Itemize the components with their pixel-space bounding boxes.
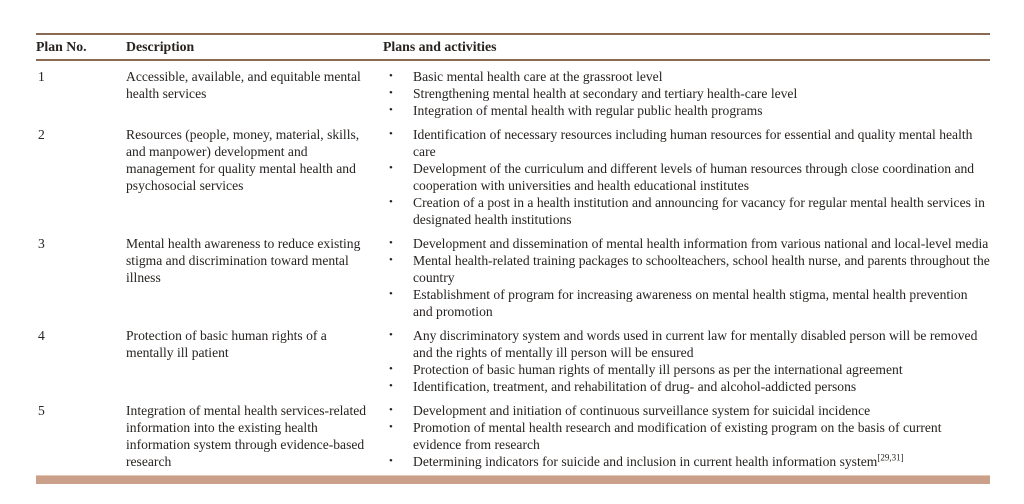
table-bottom-rule — [36, 475, 990, 484]
activity-text: Protection of basic human rights of mentally ill persons as per the international agreement — [413, 362, 903, 377]
table-row — [36, 126, 990, 228]
activity-text: Basic mental health care at the grassroot level — [413, 69, 663, 84]
plans-table — [36, 33, 990, 484]
plan-no-cell: 1 — [38, 69, 45, 84]
activity-item — [383, 361, 990, 378]
activity-text: Determining indicators for suicide and inclusion in current health information system[29,31] — [413, 452, 904, 469]
bullet-icon: • — [389, 329, 393, 341]
activity-item — [383, 68, 990, 85]
bullet-icon: • — [389, 104, 393, 116]
table-body — [36, 68, 990, 470]
plan-no-cell: 4 — [38, 328, 45, 343]
activity-text: Development and initiation of continuous surveillance system for suicidal incidence — [413, 403, 871, 418]
bullet-icon: • — [389, 254, 393, 266]
table-row — [36, 402, 990, 470]
activity-text: Integration of mental health with regular public health programs — [413, 103, 763, 118]
table-row — [36, 327, 990, 395]
table-row — [36, 68, 990, 119]
activity-text: Identification of necessary resources including human resources for essential and quality mental health care — [413, 127, 973, 159]
activity-item — [383, 85, 990, 102]
activity-item — [383, 286, 990, 320]
column-header-description: Description — [126, 39, 195, 54]
activity-item — [383, 252, 990, 286]
bullet-icon: • — [389, 87, 393, 99]
plan-no-cell: 5 — [38, 403, 45, 418]
activity-text: Development and dissemination of mental health information from various national and local-level media — [413, 236, 989, 251]
bullet-icon: • — [389, 162, 393, 174]
activity-text: Any discriminatory system and words used in current law for mentally disabled person will be removed and the rights of mentally ill person will be ensured — [413, 328, 978, 360]
bullet-icon: • — [389, 363, 393, 375]
activity-item — [383, 378, 990, 395]
activity-item — [383, 194, 990, 228]
bullet-icon: • — [389, 70, 393, 82]
activity-text: Establishment of program for increasing awareness on mental health stigma, mental health prevention and promotion — [413, 287, 968, 319]
citation-superscript: [29,31] — [877, 452, 904, 463]
description-cell: Mental health awareness to reduce existing stigma and discrimination toward mental illness — [126, 236, 361, 285]
table-row — [36, 235, 990, 320]
activity-item — [383, 102, 990, 119]
bullet-icon: • — [389, 421, 393, 433]
plan-no-cell: 3 — [38, 236, 45, 251]
activity-item — [383, 327, 990, 361]
description-cell: Integration of mental health services-related information into the existing health information system through evidence-based research — [126, 403, 367, 469]
plan-no-cell: 2 — [38, 127, 45, 142]
table-header-row — [36, 33, 990, 61]
bullet-icon: • — [389, 288, 393, 300]
column-header-plan-no: Plan No. — [36, 39, 87, 54]
activity-text: Creation of a post in a health institution and announcing for vacancy for regular mental health services in designated health institutions — [413, 195, 985, 227]
bullet-icon: • — [389, 237, 393, 249]
description-cell: Accessible, available, and equitable mental health services — [126, 69, 361, 101]
activity-text: Promotion of mental health research and modification of existing program on the basis of current evidence from research — [413, 420, 942, 452]
activity-text: Development of the curriculum and different levels of human resources through close coordination and cooperation with universities and health educational institutes — [413, 161, 975, 193]
activity-item — [383, 453, 990, 470]
activities-cell — [383, 327, 990, 395]
activities-cell — [383, 402, 990, 470]
bullet-icon: • — [389, 380, 393, 392]
activity-item — [383, 402, 990, 419]
activity-text: Identification, treatment, and rehabilitation of drug- and alcohol-addicted persons — [413, 379, 857, 394]
bullet-icon: • — [389, 404, 393, 416]
description-cell: Resources (people, money, material, skills, and manpower) development and management for quality mental health and psychosocial services — [126, 127, 360, 193]
activity-text: Mental health-related training packages to schoolteachers, school health nurse, and parents throughout the country — [413, 253, 990, 285]
activity-item — [383, 235, 990, 252]
bullet-icon: • — [389, 196, 393, 208]
activities-cell — [383, 68, 990, 119]
bullet-icon: • — [389, 455, 393, 467]
description-cell: Protection of basic human rights of a mentally ill patient — [126, 328, 327, 360]
activity-item — [383, 419, 990, 453]
activities-cell — [383, 235, 990, 320]
bullet-icon: • — [389, 128, 393, 140]
activity-text: Strengthening mental health at secondary and tertiary health-care level — [413, 86, 798, 101]
activity-item — [383, 160, 990, 194]
activity-item — [383, 126, 990, 160]
activities-cell — [383, 126, 990, 228]
column-header-plans-and-activities: Plans and activities — [383, 39, 497, 54]
